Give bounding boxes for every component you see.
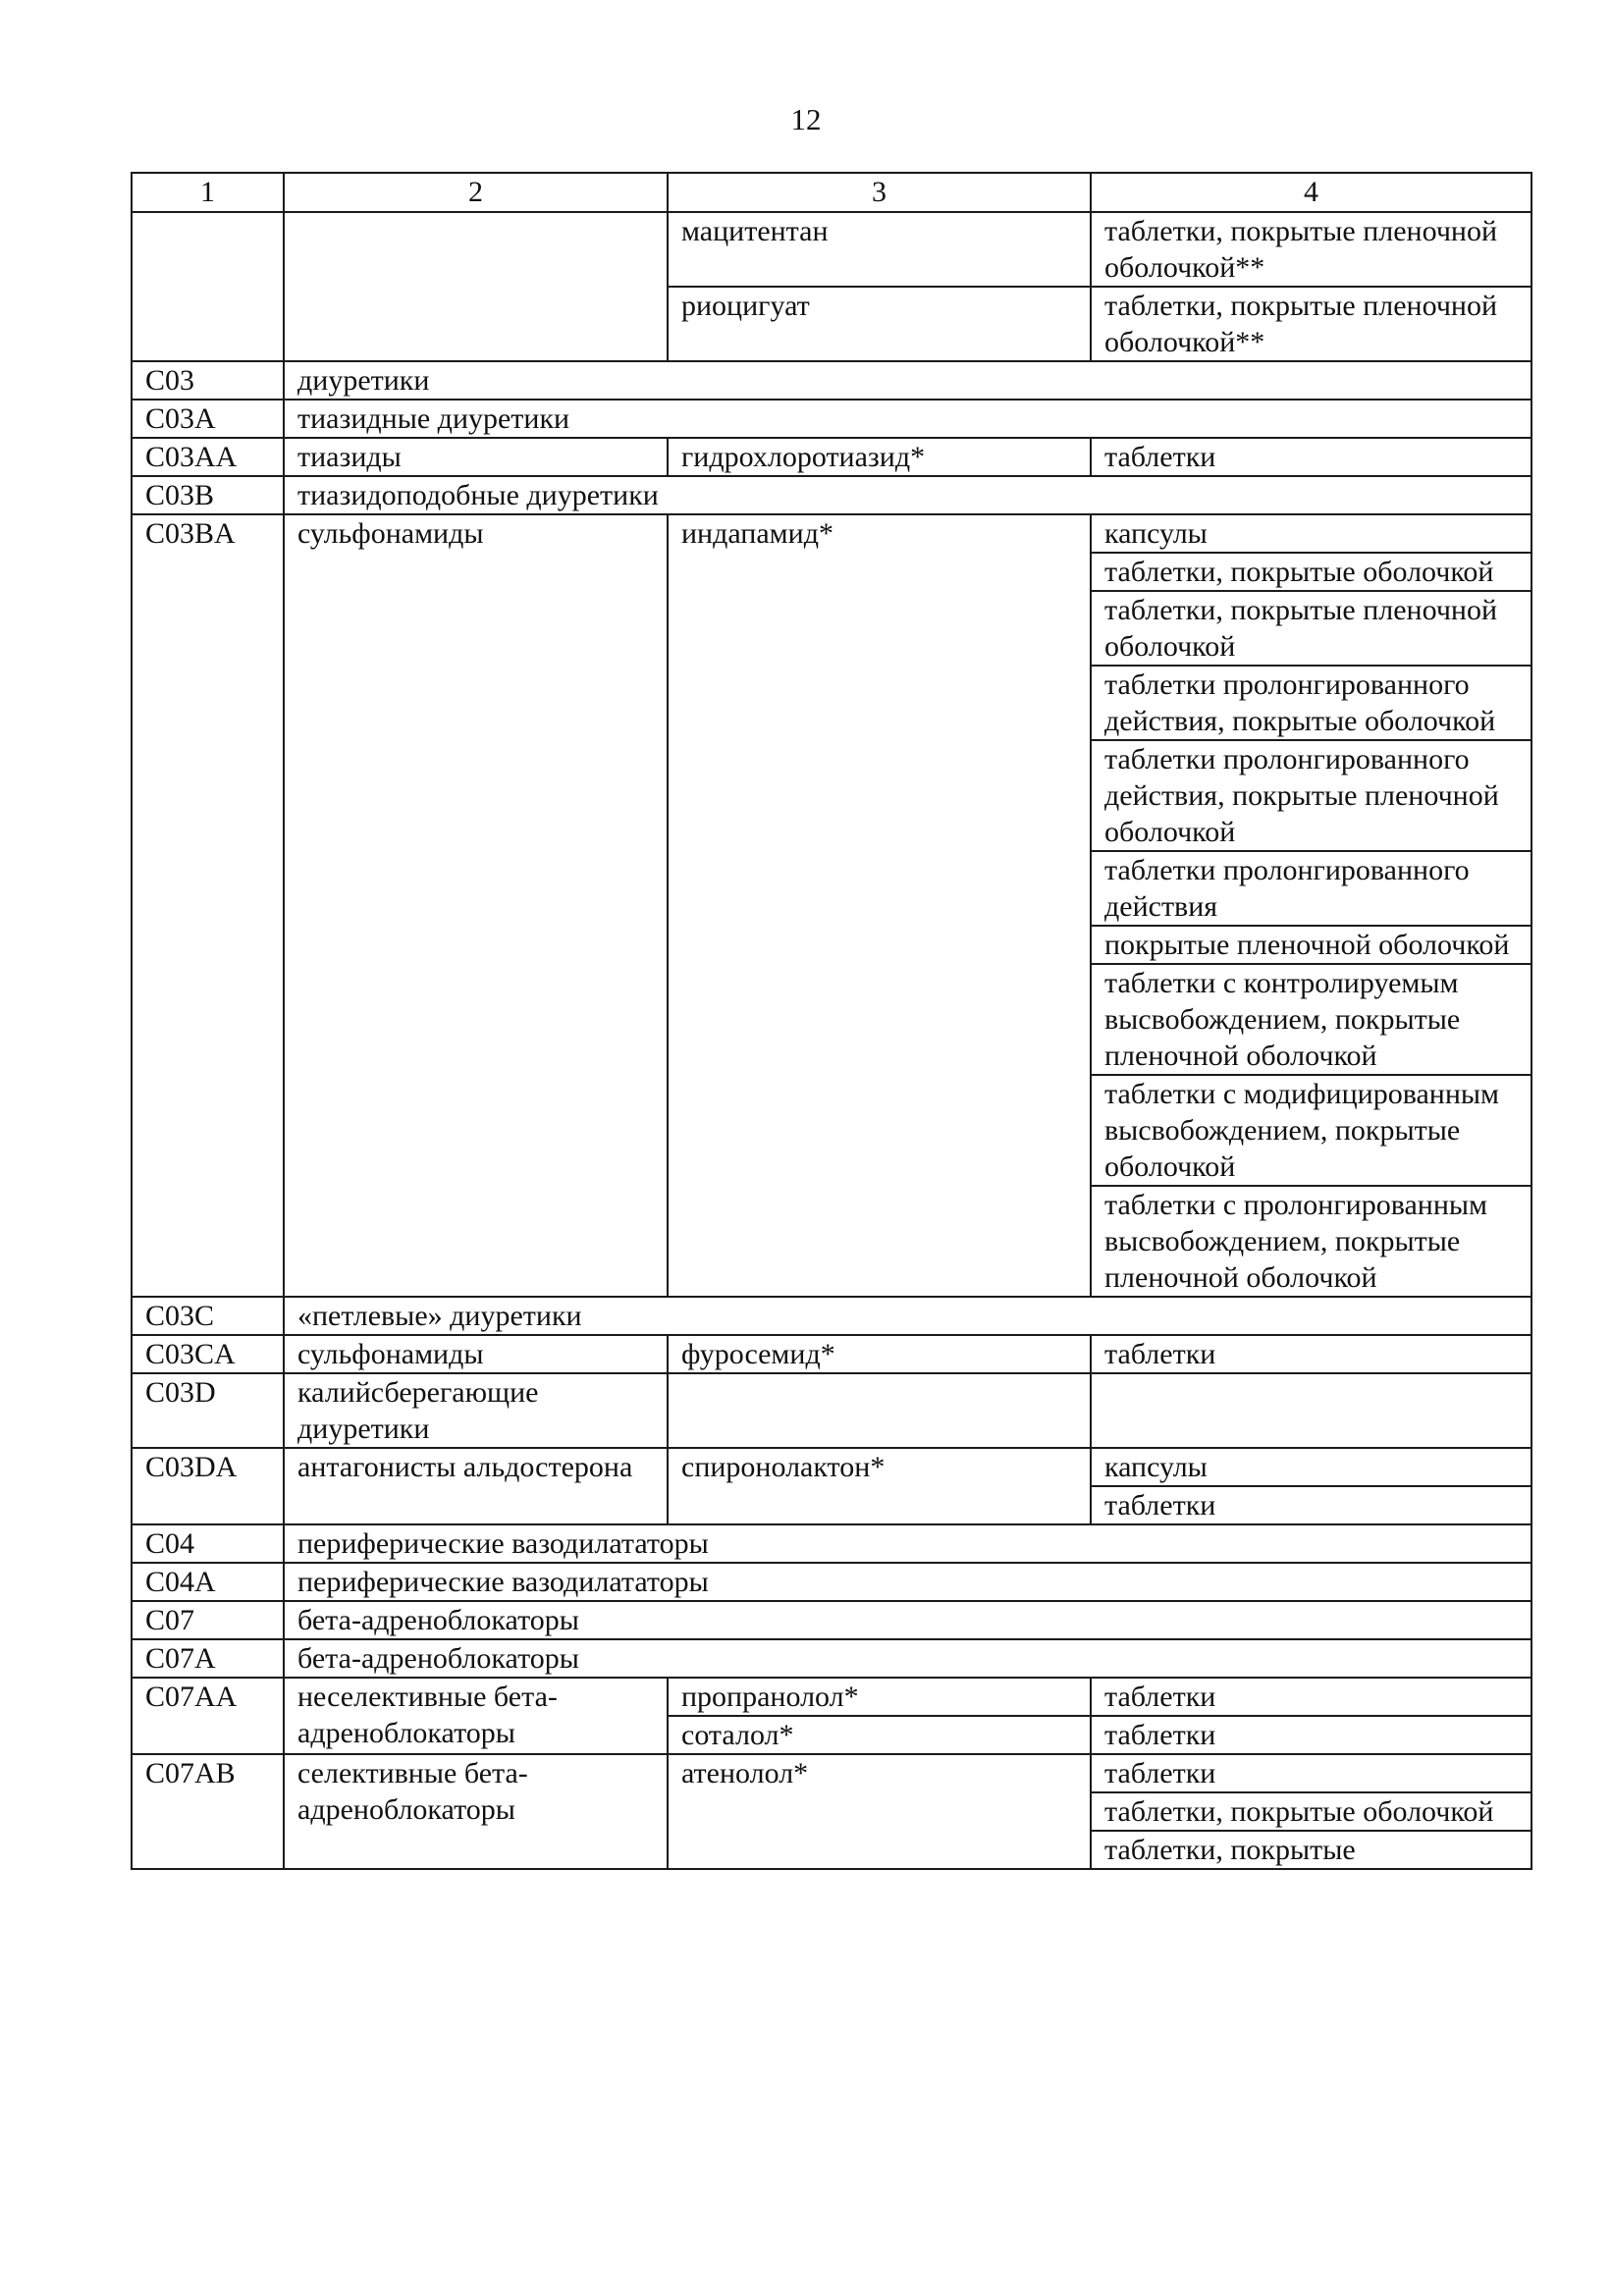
dosage-form: таблетки, покрытые оболочкой [1092, 1791, 1531, 1830]
dosage-form: таблетки с модифицированным высвобождением, покрытые оболочкой [1092, 1074, 1531, 1185]
dosage-forms-cell [1091, 1678, 1531, 1716]
atc-code-cell: C07A [132, 1639, 284, 1678]
dosage-form: таблетки пролонгированного действия [1092, 850, 1531, 925]
group-name-cell: калийсберегающие диуретики [284, 1373, 668, 1448]
atc-code-cell: C03C [132, 1297, 284, 1335]
column-header: 2 [284, 173, 668, 212]
table-row [132, 1373, 1531, 1448]
dosage-form: покрытые пленочной оболочкой [1092, 925, 1531, 963]
dosage-form: таблетки [1092, 1485, 1531, 1523]
dosage-forms-cell [1091, 1754, 1531, 1869]
group-name-cell: селективные бета-адреноблокаторы [284, 1754, 668, 1869]
header-row [132, 173, 1531, 212]
drug-name-cell: мацитентан [668, 212, 1091, 287]
atc-code-cell: C03B [132, 476, 284, 514]
dosage-form: таблетки пролонгированного действия, покрытые пленочной оболочкой [1092, 739, 1531, 850]
drug-name-cell: индапамид* [668, 514, 1091, 1297]
dosage-form: таблетки пролонгированного действия, покрытые оболочкой [1092, 665, 1531, 739]
group-name-cell: сульфонамиды [284, 514, 668, 1297]
dosage-forms-cell [1091, 287, 1531, 361]
dosage-forms-cell [1091, 1373, 1531, 1448]
table-row [132, 476, 1531, 514]
table-row [132, 1754, 1531, 1869]
drug-name-cell: риоцигуат [668, 287, 1091, 361]
table-row [132, 1601, 1531, 1639]
atc-code-cell: C04 [132, 1524, 284, 1563]
group-name-cell: диуретики [284, 361, 1531, 400]
dosage-form: таблетки с контролируемым высвобождением, покрытые пленочной оболочкой [1092, 963, 1531, 1074]
table-row [132, 1524, 1531, 1563]
group-name-cell: периферические вазодилататоры [284, 1524, 1531, 1563]
dosage-form: таблетки, покрытые пленочной оболочкой** [1104, 290, 1498, 358]
column-header: 4 [1091, 173, 1531, 212]
dosage-forms-cell [1091, 438, 1531, 476]
dosage-form: таблетки, покрытые оболочкой [1092, 552, 1531, 590]
dosage-forms-cell [1091, 1448, 1531, 1524]
atc-code-cell: C04A [132, 1563, 284, 1601]
group-name-cell: антагонисты альдостерона [284, 1448, 668, 1524]
drug-name-cell [668, 1373, 1091, 1448]
dosage-forms-list [1092, 1336, 1531, 1372]
table-row [132, 1563, 1531, 1601]
table-row [132, 400, 1531, 438]
atc-code-cell: C03BA [132, 514, 284, 1297]
table-row [132, 1448, 1531, 1524]
dosage-form: таблетки [1104, 441, 1216, 473]
drug-classification-table [131, 172, 1532, 1870]
dosage-forms-list [1092, 288, 1531, 360]
dosage-forms-list [1092, 1755, 1531, 1868]
dosage-forms-cell [1091, 1716, 1531, 1754]
table-row [132, 1335, 1531, 1373]
table-row [132, 438, 1531, 476]
dosage-forms-cell [1091, 514, 1531, 1297]
column-header: 1 [132, 173, 284, 212]
drug-name-cell: гидрохлоротиазид* [668, 438, 1091, 476]
dosage-form: капсулы [1104, 517, 1208, 550]
dosage-form: таблетки, покрытые пленочной оболочкой [1092, 590, 1531, 665]
group-name-cell: периферические вазодилататоры [284, 1563, 1531, 1601]
drug-name-cell: пропранолол* [668, 1678, 1091, 1716]
drug-name-cell: фуросемид* [668, 1335, 1091, 1373]
group-name-cell: бета-адреноблокаторы [284, 1639, 1531, 1678]
page-number: 12 [790, 102, 822, 136]
column-header: 3 [668, 173, 1091, 212]
group-name-cell: тиазидные диуретики [284, 400, 1531, 438]
dosage-form: таблетки [1104, 1338, 1216, 1370]
dosage-form: таблетки, покрытые пленочной оболочкой** [1104, 215, 1498, 284]
dosage-forms-list [1092, 1717, 1531, 1753]
atc-code-cell: C07AA [132, 1678, 284, 1754]
table-row [132, 361, 1531, 400]
dosage-form: таблетки [1104, 1757, 1216, 1789]
dosage-forms-list [1092, 515, 1531, 1296]
atc-code-cell: C03CA [132, 1335, 284, 1373]
dosage-forms-list [1092, 213, 1531, 286]
dosage-forms-cell [1091, 212, 1531, 287]
group-name-cell: «петлевые» диуретики [284, 1297, 1531, 1335]
atc-code-cell: C03DA [132, 1448, 284, 1524]
group-name-cell: тиазиды [284, 438, 668, 476]
atc-code-cell: C03 [132, 361, 284, 400]
drug-name-cell: атенолол* [668, 1754, 1091, 1869]
atc-code-cell: C03A [132, 400, 284, 438]
dosage-forms-cell [1091, 1335, 1531, 1373]
table-row [132, 212, 1531, 287]
dosage-forms-list [1092, 1449, 1531, 1523]
dosage-form: таблетки [1104, 1719, 1216, 1751]
dosage-forms-list [1092, 1679, 1531, 1715]
table-row [132, 514, 1531, 1297]
dosage-forms-list [1092, 439, 1531, 475]
atc-code-cell: C03AA [132, 438, 284, 476]
group-name-cell: неселективные бета-адреноблокаторы [284, 1678, 668, 1754]
dosage-form: таблетки, покрытые [1092, 1830, 1531, 1868]
atc-code-cell: C07 [132, 1601, 284, 1639]
atc-code-cell [132, 212, 284, 361]
table-row [132, 1297, 1531, 1335]
atc-code-cell: C07AB [132, 1754, 284, 1869]
dosage-form: капсулы [1104, 1451, 1208, 1483]
group-name-cell: тиазидоподобные диуретики [284, 476, 1531, 514]
drug-name-cell: соталол* [668, 1716, 1091, 1754]
drug-name-cell: спиронолактон* [668, 1448, 1091, 1524]
dosage-form: таблетки [1104, 1681, 1216, 1713]
table-row [132, 1678, 1531, 1716]
dosage-form: таблетки с пролонгированным высвобождением, покрытые пленочной оболочкой [1092, 1185, 1531, 1296]
group-name-cell: бета-адреноблокаторы [284, 1601, 1531, 1639]
group-name-cell: сульфонамиды [284, 1335, 668, 1373]
group-name-cell [284, 212, 668, 361]
atc-code-cell: C03D [132, 1373, 284, 1448]
table-row [132, 1639, 1531, 1678]
